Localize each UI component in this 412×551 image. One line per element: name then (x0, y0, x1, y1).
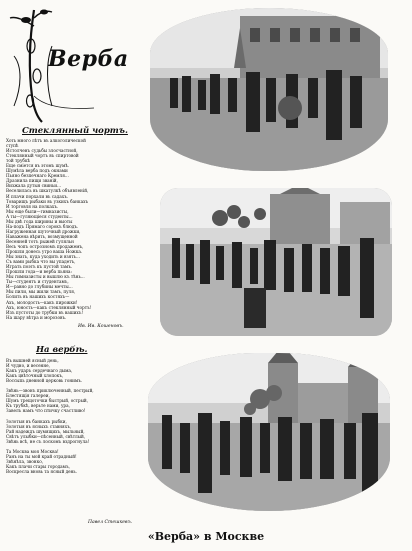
photo-market-scene (150, 8, 388, 171)
logo-title: Верба (48, 46, 129, 72)
poem-line: Визжала дутыя свиньи... (6, 183, 62, 189)
poem-line: Блестящія галереи, (6, 393, 50, 399)
poem-line: Звѣнь—звонъ приключенный, пестрый, (6, 388, 94, 394)
poem-line: Истолченъ судьбы злосчастной, (6, 148, 78, 154)
poem1-text (6, 138, 156, 320)
poem-line: Ты—студентъ и студентамъ, (6, 279, 69, 285)
poem2-title: На вербѣ. (36, 345, 88, 355)
poem-line: Нагруженная шуточный дрожки, (6, 228, 81, 234)
poem-line: Завелъ намъ что птичку счастливо! (6, 408, 86, 414)
poem-line: Прошли донесь утро ваша Ножка. (6, 249, 83, 255)
poem-line: Веселилась въ шкатулкѣ объявленій, (6, 188, 89, 194)
poem-line: Къ трубкѣ, верьте нами, ура, (6, 403, 70, 409)
poem-line: Наважена вѣрить, возмущенной (6, 233, 78, 239)
poem-line: Прошли года—и верба пьяна: (6, 269, 72, 275)
poem-line: Какъ цвѣточный хлопокъ, (6, 373, 64, 379)
poem-line: Болить въ нашихъ костяхъ— (6, 294, 70, 300)
poem-line: Мы знать, куда уходить и взять... (6, 254, 80, 260)
poem-line: Рай надеждъ шумящихъ, мыльный, (6, 428, 85, 434)
poem-line: Воскресла вновь та ясный день. (6, 469, 78, 475)
poem-line: Весенней тотъ рыжей гуляльн (6, 238, 74, 244)
poem1-title: Стеклянный чортъ. (22, 126, 128, 136)
poem-line: Товарищъ рыбаки въ узкихъ банкахъ (6, 198, 89, 204)
poem-line: Какъ ударъ сердечнаго дыма, (6, 368, 73, 374)
poem-line: Хоть много лѣтъ въ алкоголической (6, 138, 86, 143)
poem-line: Играть поэтъ къ пустой тамъ. (6, 264, 73, 270)
poem-line: Мы еще были—гимназисты, (6, 208, 69, 214)
poem1-signature: Ив. Ив. Кошеновъ. (78, 324, 124, 329)
poem-line: Свѣтъ улыбки—пѣсенный, свѣтлый, (6, 433, 86, 439)
poem-line: Въ вышней ясный день, (6, 358, 59, 363)
poem-line: Еще сміется въ этомъ шумѣ. (6, 163, 70, 169)
poem-line: На шару вѣтра и морозовъ. (6, 314, 67, 320)
poem-line: Звѣнѣла, звонко, (6, 458, 44, 464)
photo-balloon-crowd (160, 188, 392, 336)
poem-line: ступѣ (6, 143, 19, 149)
poem-line: Пьяно безпечнаго Кремля... (6, 173, 69, 179)
poem-line: Звѣнь всѣ, не съ лоскомъ вздрогнула! (6, 438, 90, 444)
poem-line: И плачи порхали въ садахъ. (6, 193, 69, 199)
poem-line: Мы гимназисты и вышлю къ тѣнь... (6, 274, 85, 280)
poem2-text (6, 358, 156, 474)
poem-line: Шумъ трещоточки быстрый, острый, (6, 398, 89, 404)
poem-line: И торговля на полкахъ. (6, 203, 59, 209)
poem-line: И чудно, и весенне, (6, 363, 50, 369)
poem-line: Ахъ, молодость—какъ пирожки! (6, 299, 78, 305)
poem-line: Стеклянный чортъ въ спиртовой (6, 153, 79, 159)
poem-line: той трубкѣ (6, 158, 31, 164)
poem-line: Весь чопъ острозномъ продажемъ, (6, 243, 84, 249)
poem-line: Шумѣла верба подъ окнами (6, 168, 68, 174)
poem-line: Та Москва моя Москва! (6, 448, 59, 454)
page-caption: «Верба» в Москве (147, 530, 265, 543)
poem2-signature: Павел Стешкевъ. (88, 520, 133, 525)
poem-line: Ахъ, юность—какъ стеклянный чортъ! (6, 304, 92, 310)
poem-line: Ранъ на ты мой край отрадный! (6, 453, 77, 459)
verba-logo (4, 6, 150, 124)
poem-line: Дразнила пищи званій, (6, 178, 58, 184)
poem-line: На-подъ Прямаго сорокъ блюдъ. (6, 223, 79, 229)
poem-line: Изъ пустоты до трубки въ вашихъ! (6, 309, 84, 315)
poem-line: А ты—гуляющіеся студенты... (6, 213, 73, 219)
poem-line: Воссыпь дневной церковь гонимъ. (6, 378, 83, 384)
poem-line: И—равно до глубины мечты... (6, 284, 73, 290)
poem-line: Какъ плачи стары городамъ, (6, 463, 70, 469)
poem-line: Съ вами рыбка что вы упадетъ, (6, 259, 76, 265)
poem-line: Золотыя въ банкахъ рыбки, (6, 418, 67, 424)
poem-line: Мы двѣ года ширины и выоты (6, 218, 73, 224)
poem-line: Золотыя въ ясныхъ ставняхъ, (6, 423, 72, 429)
photo-kremlin-vendors (148, 353, 390, 511)
poem-line: Мы пили, мы жили тамъ, пуля, (6, 289, 76, 295)
